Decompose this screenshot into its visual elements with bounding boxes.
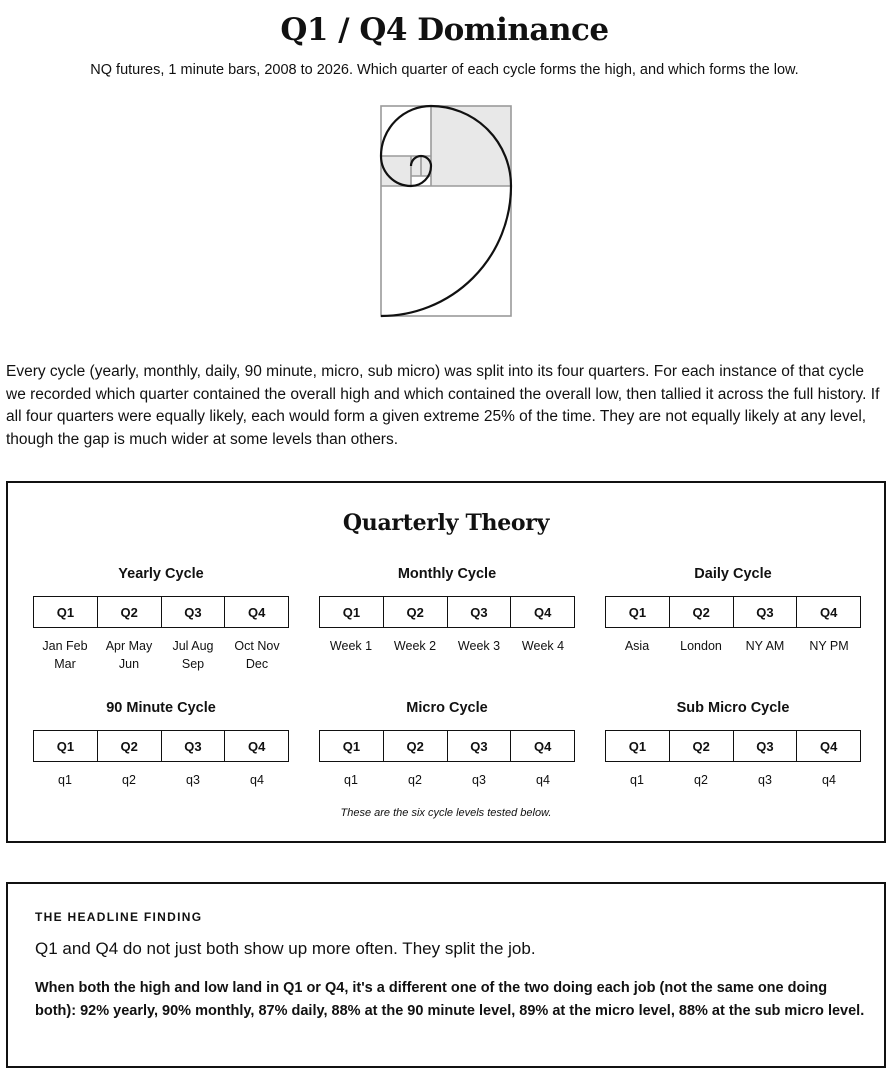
- cycle-daily: [605, 565, 861, 655]
- quarter-row: [33, 730, 289, 762]
- quarter-label: Week 2: [393, 639, 437, 653]
- quarter-label: q1: [58, 773, 72, 787]
- quarter-cell-q2: Q2: [97, 597, 161, 627]
- quarter-label: Jul Aug Sep: [172, 639, 214, 671]
- intro-paragraph: Every cycle (yearly, monthly, daily, 90 minute, micro, sub micro) was split into its four quarters. For each instance of that cycle we recorded which quarter contained the overall high and which contained the overall low, then tallied it across the full history. If all four quarters were equally likely, each would form a given extreme 25% of the time. They are not equally likely at any level, though the gap is much wider at some levels than others.: [6, 363, 880, 448]
- panel-note: These are the six cycle levels tested below.: [340, 807, 552, 819]
- quarter-cell-q4: Q4: [510, 731, 574, 761]
- quarter-cell-q1: Q1: [56, 738, 75, 754]
- quarter-label: q2: [694, 773, 708, 787]
- quarter-cell-q4: Q4: [224, 597, 288, 627]
- cycle-micro: [319, 699, 575, 789]
- quarter-label: q2: [122, 773, 136, 787]
- quarter-label: q3: [758, 773, 772, 787]
- quarter-cell-q1: Q1: [56, 604, 75, 620]
- quarter-cell-q3: Q3: [447, 731, 511, 761]
- page-subtitle: NQ futures, 1 minute bars, 2008 to 2026. Which quarter of each cycle forms the high, and which forms the low.: [90, 62, 799, 78]
- quarter-cell-q1: Q1: [628, 604, 647, 620]
- cycle-title: Sub Micro Cycle: [676, 700, 790, 716]
- quarter-label: q4: [250, 773, 264, 787]
- headline-finding-panel: [6, 882, 886, 1068]
- quarter-cell-q2: Q2: [383, 731, 447, 761]
- quarter-cell-q3: Q3: [733, 731, 797, 761]
- quarter-row: [33, 596, 289, 628]
- quarter-cell-q2: Q2: [669, 597, 733, 627]
- panel-title: Quarterly Theory: [342, 510, 550, 536]
- quarter-cell-q1: Q1: [628, 738, 647, 754]
- quarter-label-row: [605, 637, 861, 655]
- quarter-cell-q4: Q4: [224, 731, 288, 761]
- quarter-cell-q2: Q2: [669, 731, 733, 761]
- quarter-cell-q3: Q3: [733, 597, 797, 627]
- quarter-row: [319, 730, 575, 762]
- golden-spiral-diagram: [378, 103, 514, 319]
- quarter-label: q4: [822, 773, 836, 787]
- quarter-label: Week 3: [457, 639, 501, 653]
- page-title: Q1 / Q4 Dominance: [280, 12, 609, 48]
- cycle-title: Yearly Cycle: [118, 566, 204, 582]
- cycle-sub-micro: [605, 699, 861, 789]
- quarter-label-row: [319, 637, 575, 655]
- quarter-label-row: [33, 637, 289, 673]
- quarter-label-row: [319, 771, 575, 789]
- cycle-90-minute: [33, 699, 289, 789]
- cycle-title: 90 Minute Cycle: [106, 700, 216, 716]
- quarter-label: Jan Feb Mar: [42, 639, 88, 671]
- cycle-yearly: [33, 565, 289, 673]
- quarter-label: q1: [630, 773, 644, 787]
- quarter-cell-q3: Q3: [161, 597, 225, 627]
- quarter-cell-q1: Q1: [342, 738, 361, 754]
- quarter-row: [319, 596, 575, 628]
- quarter-cell-q1: Q1: [342, 604, 361, 620]
- quarter-label-row: [605, 771, 861, 789]
- cycle-title: Micro Cycle: [406, 700, 488, 716]
- golden-spiral-shaded-squares: [381, 106, 511, 186]
- finding-headline: Q1 and Q4 do not just both show up more often. They split the job.: [35, 939, 536, 958]
- cycle-title: Daily Cycle: [694, 566, 772, 582]
- quarter-cell-q3: Q3: [161, 731, 225, 761]
- quarter-label: NY PM: [809, 639, 849, 653]
- quarter-label: Week 1: [329, 639, 373, 653]
- finding-detail: When both the high and low land in Q1 or Q4, it's a different one of the two doing each job (not the same one doing both): 92% yearly, 90% monthly, 87% daily, 88% at the 90 minute level, 89% at the micro level, 88% at the sub micro level.: [35, 980, 865, 1019]
- quarter-cell-q2: Q2: [383, 597, 447, 627]
- quarter-label: Week 4: [521, 639, 565, 653]
- quarter-label: Oct Nov Dec: [234, 639, 280, 671]
- quarter-label: NY AM: [745, 639, 785, 653]
- quarter-label-row: [33, 771, 289, 789]
- quarter-cell-q3: Q3: [447, 597, 511, 627]
- quarter-label: q2: [408, 773, 422, 787]
- quarter-label: London: [680, 639, 722, 653]
- quarter-label: q1: [344, 773, 358, 787]
- quarter-cell-q4: Q4: [796, 731, 860, 761]
- quarter-cell-q4: Q4: [510, 597, 574, 627]
- quarter-label: q3: [186, 773, 200, 787]
- quarter-row: [605, 596, 861, 628]
- quarter-label: q4: [536, 773, 550, 787]
- quarterly-theory-panel: [6, 481, 886, 843]
- cycle-monthly: [319, 565, 575, 655]
- quarter-label: q3: [472, 773, 486, 787]
- quarter-label: Apr May Jun: [105, 639, 153, 671]
- quarter-row: [605, 730, 861, 762]
- quarter-cell-q2: Q2: [97, 731, 161, 761]
- finding-label: THE HEADLINE FINDING: [35, 910, 203, 924]
- cycle-title: Monthly Cycle: [397, 566, 497, 582]
- quarter-cell-q4: Q4: [796, 597, 860, 627]
- quarter-label: Asia: [624, 639, 650, 653]
